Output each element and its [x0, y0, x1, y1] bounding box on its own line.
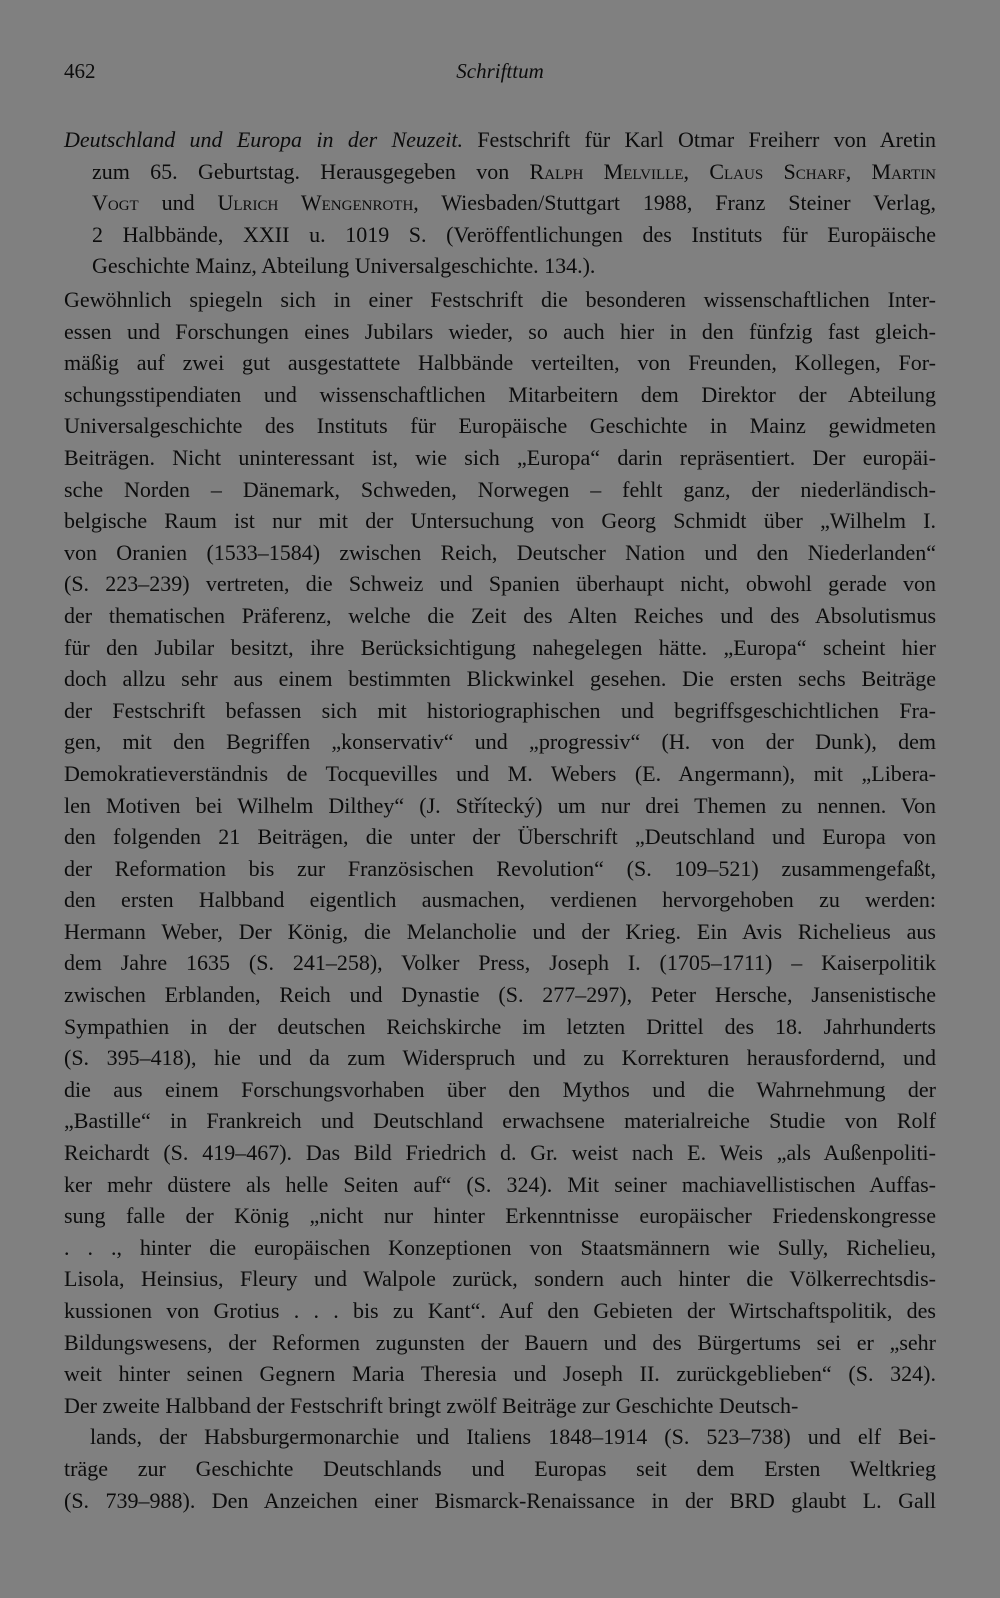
body-line: Bildungswesens, der Reformen zugunsten der Bauern und des Bürgertums sei er „sehr: [64, 1329, 936, 1355]
body-line: die aus einem Forschungsvorhaben über den Mythos und die Wahrnehmung der: [64, 1076, 936, 1102]
body-line: Universalgeschichte des Instituts für Europäische Geschichte in Mainz gewidmeten: [64, 413, 936, 439]
section-title: Schrifttum: [456, 59, 544, 83]
editor-name: Ulrich Wengenroth: [217, 190, 414, 216]
body-line: dem Jahre 1635 (S. 241–258), Volker Press, Joseph I. (1705–1711) – Kaiserpolitik: [64, 950, 936, 976]
body-line: (S. 223–239) vertreten, die Schweiz und Spanien überhaupt nicht, obwohl gerade von: [64, 571, 936, 597]
body-line: von Oranien (1533–1584) zwischen Reich, Deutscher Nation und den Niederlanden“: [64, 539, 936, 565]
review-body: [64, 284, 936, 1516]
body-line: den ersten Halbband eigentlich ausmachen, verdienen hervorgehoben zu werden:: [64, 887, 936, 913]
body-line: den folgenden 21 Beiträgen, die unter der Überschrift „Deutschland und Europa von: [64, 824, 936, 850]
body-line: len Motiven bei Wilhelm Dilthey“ (J. Střítecký) um nur drei Themen zu nennen. Von: [64, 792, 936, 818]
citation-separator: ,: [683, 158, 710, 184]
editor-name: Claus Scharf: [709, 158, 846, 184]
body-line: schungsstipendiaten und wissenschaftlichen Mitarbeitern dem Direktor der Abteilung: [64, 381, 936, 407]
body-line: sche Norden – Dänemark, Schweden, Norwegen – fehlt ganz, der niederländisch-: [64, 476, 936, 502]
body-line: Lisola, Heinsius, Fleury und Walpole zurück, sondern auch hinter die Völkerrechtsdis-: [64, 1266, 936, 1292]
body-line: der thematischen Präferenz, welche die Zeit des Alten Reiches und des Absolutismus: [64, 602, 936, 628]
body-line: Hermann Weber, Der König, die Melancholie und der Krieg. Ein Avis Richelieus aus: [64, 918, 936, 944]
body-line: (S. 395–418), hie und da zum Widerspruch und zu Korrekturen herausfordernd, und: [64, 1045, 936, 1071]
book-title: Deutschland und Europa in der Neuzeit.: [64, 127, 463, 152]
body-line: der Reformation bis zur Französischen Revolution“ (S. 109–521) zusammengefaßt,: [64, 855, 936, 881]
running-head: [64, 58, 936, 88]
body-line: kussionen von Grotius . . . bis zu Kant“. Auf den Gebieten der Wirtschaftspolitik, des: [64, 1298, 936, 1323]
body-line: lands, der Habsburgermonarchie und Italiens 1848–1914 (S. 523–738) und elf Bei-: [90, 1424, 936, 1450]
citation-line-4: 2 Halbbände, XXII u. 1019 S. (Veröffentlichungen des Instituts für Europäische: [92, 221, 936, 247]
body-line: „Bastille“ in Frankreich und Deutschland erwachsene materialreiche Studie von Rolf: [64, 1108, 936, 1134]
body-line: Demokratieverständnis de Tocquevilles und M. Webers (E. Angermann), mit „Libera-: [64, 760, 936, 786]
editor-name: Vogt: [92, 190, 139, 216]
body-line: (S. 739–988). Den Anzeichen einer Bismarck-Renaissance in der BRD glaubt L. Gall: [64, 1487, 936, 1513]
editor-name: Ralph Melville: [529, 158, 684, 184]
citation-line-2: [64, 156, 936, 188]
citation-line-1: [64, 124, 936, 156]
body-line: gen, mit den Begriffen „konservativ“ und „progressiv“ (H. von der Dunk), dem: [64, 729, 936, 755]
page-number: 462: [64, 59, 96, 83]
body-line: träge zur Geschichte Deutschlands und Europas seit dem Ersten Weltkrieg: [64, 1455, 936, 1481]
body-line: für den Jubilar besitzt, ihre Berücksichtigung nahegelegen hätte. „Europa“ scheint hier: [64, 634, 936, 660]
body-line: ker mehr düstere als helle Seiten auf“ (S. 324). Mit seiner machiavellistischen Auffas-: [64, 1171, 936, 1197]
body-line: Beiträgen. Nicht uninteressant ist, wie sich „Europa“ darin repräsentiert. Der europäi-: [64, 444, 936, 470]
body-line: weit hinter seinen Gegnern Maria Theresia und Joseph II. zurückgeblieben“ (S. 324).: [64, 1361, 936, 1387]
citation-line-3: [64, 187, 936, 219]
citation-text: und: [138, 190, 218, 216]
citation-line-5: Geschichte Mainz, Abteilung Universalgeschichte. 134.).: [92, 253, 596, 279]
citation-separator: ,: [845, 158, 872, 184]
body-line: Reichardt (S. 419–467). Das Bild Friedrich d. Gr. weist nach E. Weis „als Außenpoliti-: [64, 1140, 936, 1166]
body-line: zwischen Erblanden, Reich und Dynastie (S. 277–297), Peter Hersche, Jansenistische: [64, 982, 936, 1008]
body-line: der Festschrift befassen sich mit historiographischen und begriffsgeschichtlichen Fra-: [64, 697, 936, 723]
body-line: Gewöhnlich spiegeln sich in einer Festschrift die besonderen wissenschaftlichen Inter-: [64, 287, 936, 312]
book-citation: [64, 124, 936, 282]
body-line: Sympathien in der deutschen Reichskirche im letzten Drittel des 18. Jahrhunderts: [64, 1013, 936, 1039]
body-line: Der zweite Halbband der Festschrift bringt zwölf Beiträge zur Geschichte Deutsch-: [64, 1392, 799, 1418]
body-line: sung falle der König „nicht nur hinter Erkenntnisse europäischer Friedenskongresse: [64, 1203, 936, 1229]
body-line: belgische Raum ist nur mit der Untersuchung von Georg Schmidt über „Wilhelm I.: [64, 508, 936, 534]
editor-name: Martin: [871, 158, 937, 184]
citation-line-1-rest: Festschrift für Karl Otmar Freiherr von Aretin: [462, 127, 936, 152]
body-line: mäßig auf zwei gut ausgestattete Halbbände verteilten, von Freunden, Kollegen, For-: [64, 350, 936, 376]
citation-text: zum 65. Geburtstag. Herausgegeben von: [92, 158, 530, 184]
body-line: . . ., hinter die europäischen Konzeptionen von Staatsmännern wie Sully, Richelieu,: [64, 1234, 936, 1260]
body-line: doch allzu sehr aus einem bestimmten Blickwinkel gesehen. Die ersten sechs Beiträge: [64, 666, 936, 692]
body-line: essen und Forschungen eines Jubilars wieder, so auch hier in den fünfzig fast gleich-: [64, 318, 936, 344]
citation-text: , Wiesbaden/Stuttgart 1988, Franz Steiner Verlag,: [413, 190, 936, 216]
